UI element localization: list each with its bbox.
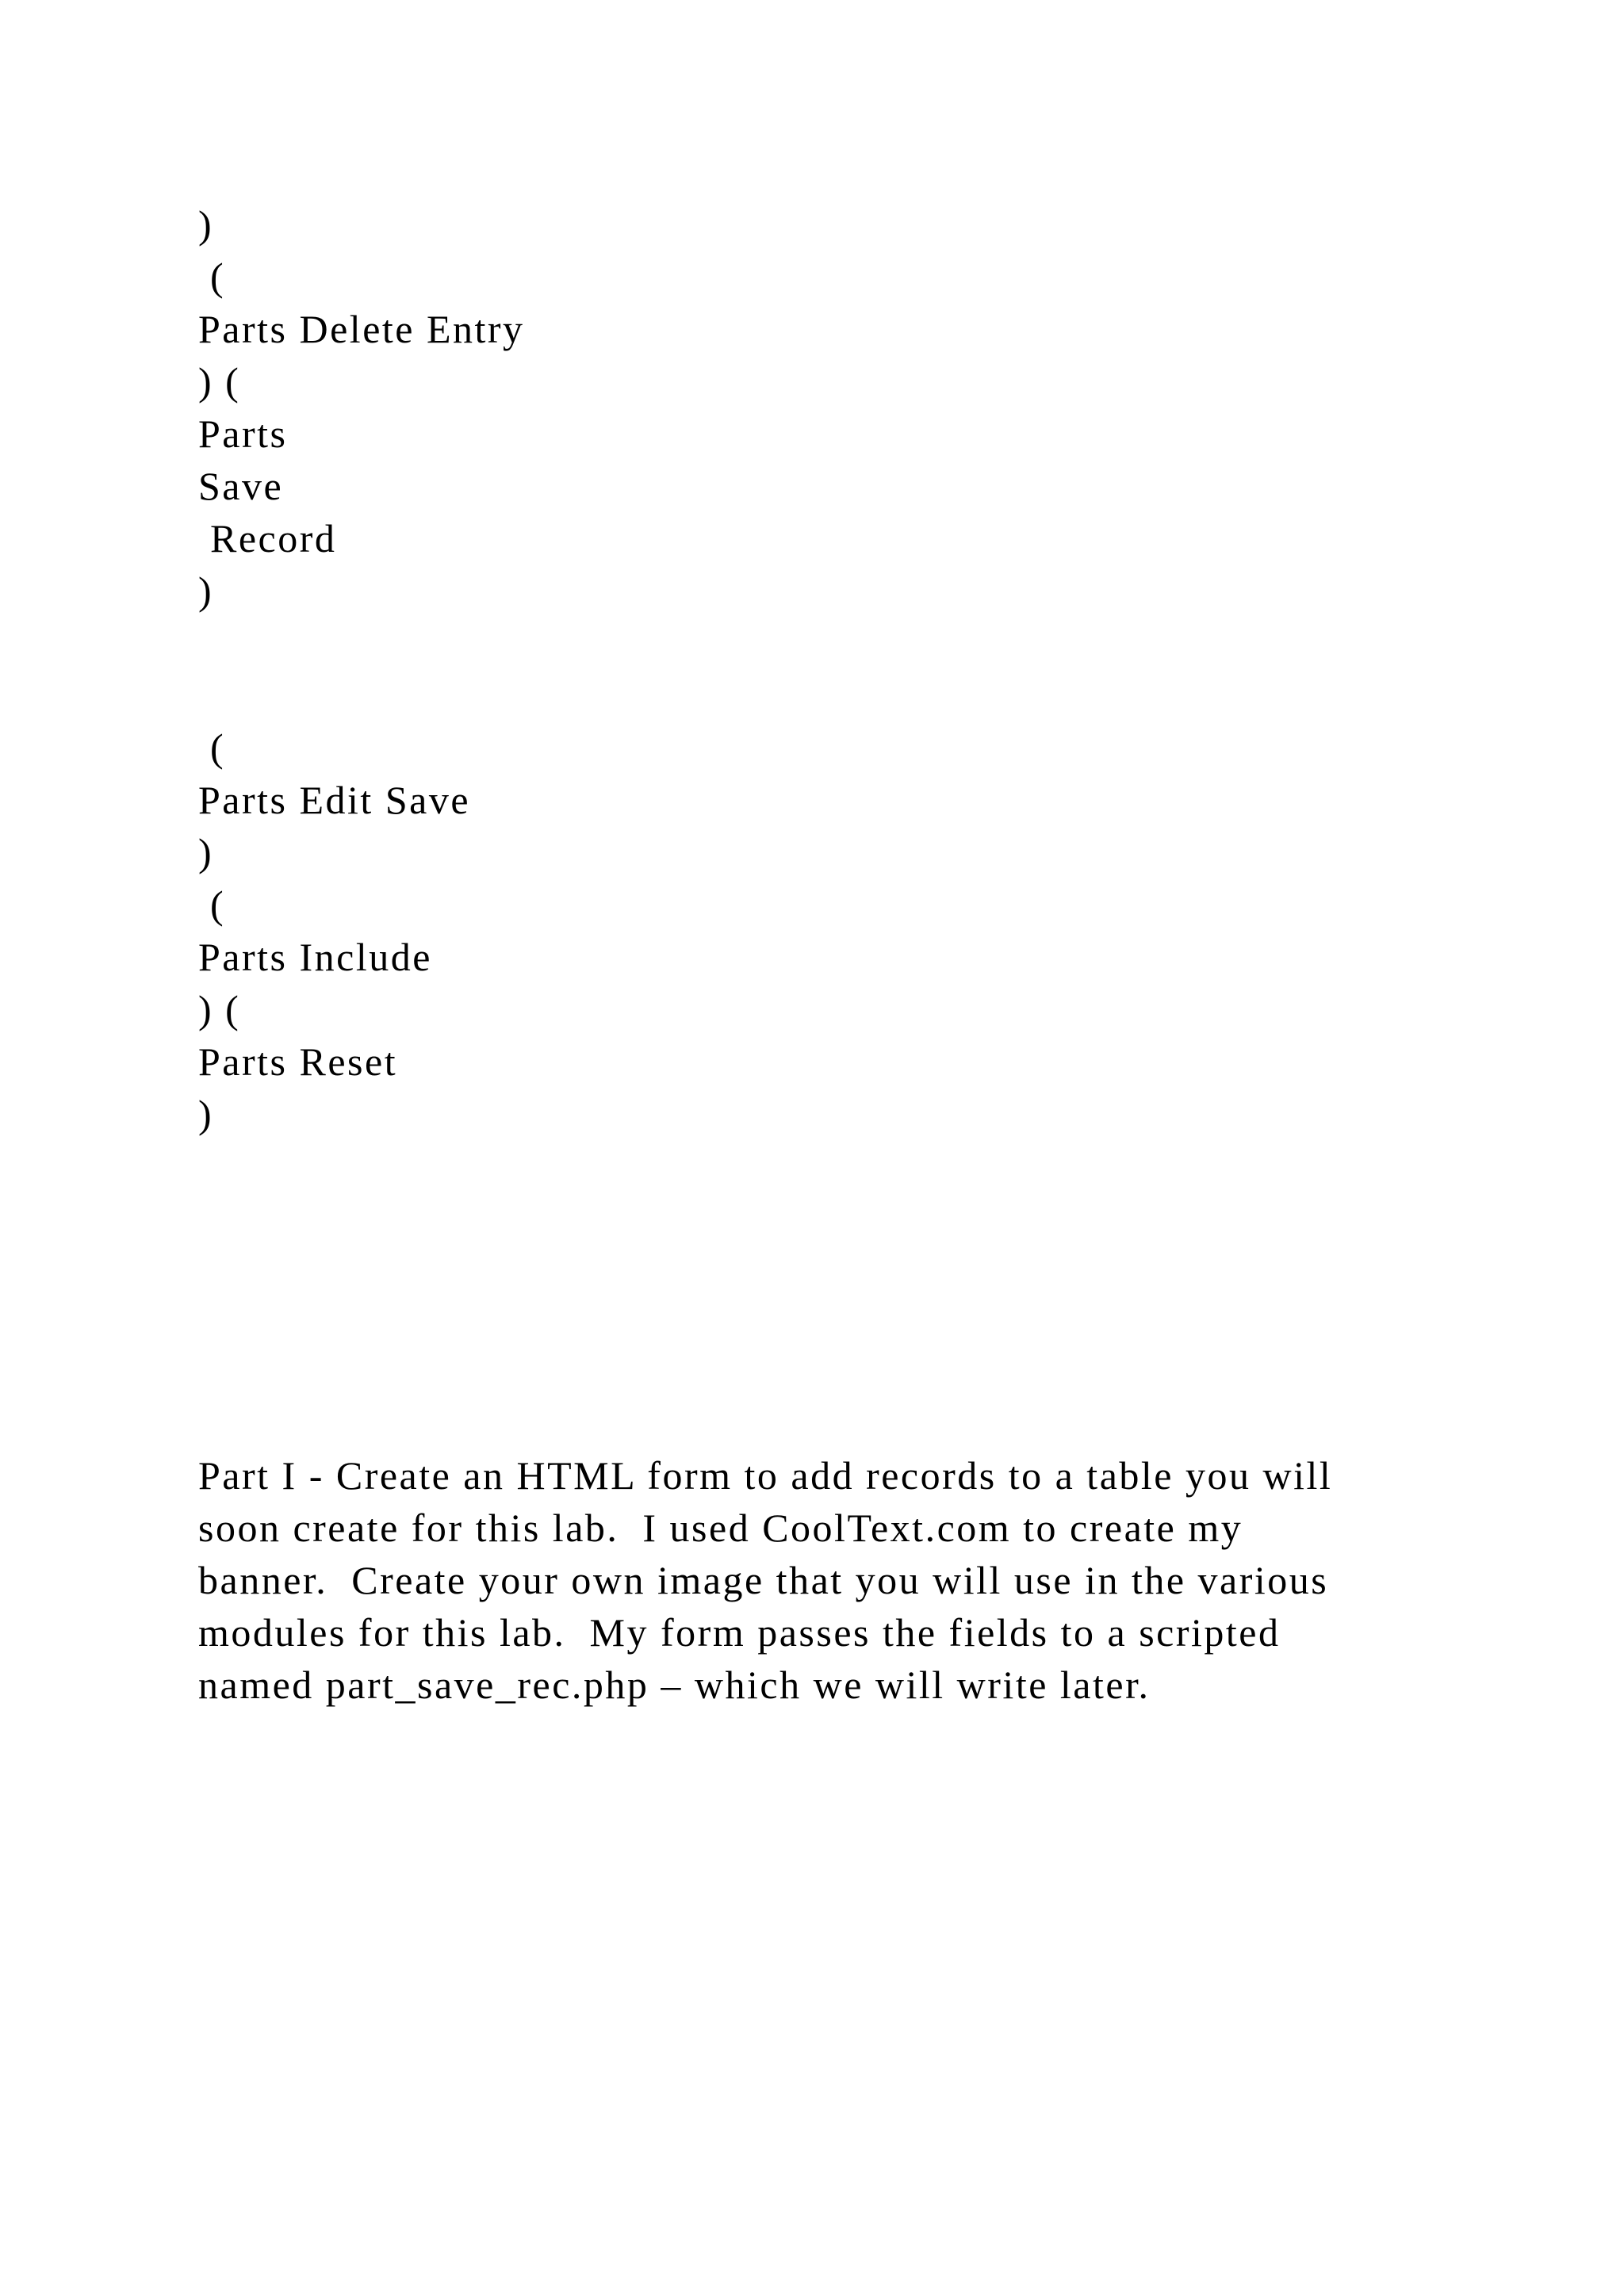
text-line: ) ( [198, 359, 241, 404]
text-line: ( [198, 882, 226, 927]
text-line: Parts [198, 411, 288, 456]
text-line: ) [198, 202, 214, 247]
text-line: Parts Delete Entry [198, 307, 525, 351]
text-line: Parts Include [198, 935, 432, 979]
paragraph-line: soon create for this lab. I used CoolText.com to create my [198, 1506, 1243, 1550]
text-line: Parts Edit Save [198, 778, 471, 822]
text-line: ) [198, 1092, 214, 1136]
text-line: ( [198, 725, 226, 770]
paragraph-line: modules for this lab. My form passes the fields to a scripted [198, 1610, 1281, 1655]
text-line: ) [198, 830, 214, 874]
text-line: Record [198, 516, 337, 561]
text-line: Save [198, 464, 284, 508]
text-line: ) ( [198, 987, 241, 1031]
paragraph-line: Part I - Create an HTML form to add records to a table you will [198, 1453, 1333, 1498]
paragraph-line: named part_save_rec.php – which we will write later. [198, 1663, 1151, 1707]
text-line: Parts Reset [198, 1039, 398, 1084]
paragraph-line: banner. Create your own image that you will use in the various [198, 1558, 1329, 1602]
text-line: ( [198, 254, 226, 299]
text-line: ) [198, 568, 214, 613]
